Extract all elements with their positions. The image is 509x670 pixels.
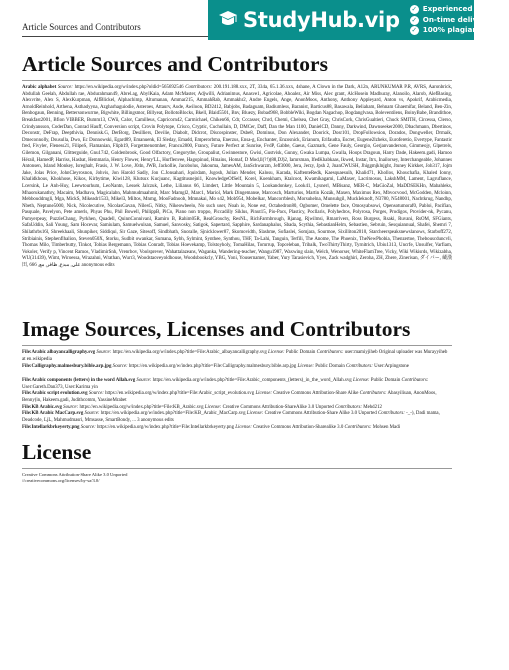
image-entry <box>22 391 452 404</box>
feature-label: 100% plagiarism free <box>422 25 509 35</box>
source-label: Source: <box>57 85 73 90</box>
source-label: Source: <box>112 364 128 369</box>
image-file-name: File:Arabic albayancalligraphy.svg <box>22 350 96 355</box>
image-contributors: user:mamiyjiheb Original uploader was Murayyiheb at en.wikipedia <box>22 350 448 362</box>
check-icon: ✓ <box>411 5 417 13</box>
image-source-url[interactable]: https://en.wikipedia.org/w/index.php?title=File:Arabic_script_evolution.svg <box>105 391 255 396</box>
feature-label: On-time delivery <box>422 14 491 24</box>
contributors-label: Contributors: <box>401 378 429 383</box>
image-contributors: Mehd212 <box>363 405 382 410</box>
image-source-url[interactable]: https://en.wikipedia.org/w/index.php?title=File:Arabic_albayancalligraphy.svg <box>112 350 267 355</box>
image-source-url[interactable]: https://en.wikipedia.org/w/index.php?title=File:Intellarkbrkeyerty.png <box>96 425 235 430</box>
article-name: Arabic alphabet <box>22 85 57 90</box>
image-file-name: File:Arabic components (letters) in the word Allah.svg <box>22 378 136 383</box>
image-file-name: File:KB Arabic MacCarp.svg <box>22 411 84 416</box>
article-source-url[interactable]: https://en.wikipedia.org/w/index.php?oldid=565692546 <box>74 85 184 90</box>
running-head: Article Sources and Contributors <box>22 22 141 32</box>
image-source-url[interactable]: https://en.wikipedia.org/w/index.php?title=File:Calligraphy.malmesbury.bible.arp.jpg <box>128 364 297 369</box>
image-contributors: User:Arpingstone <box>374 364 409 369</box>
image-entry <box>22 425 452 432</box>
license-line: Creative Commons Attribution-Share Alike 3.0 Unported <box>22 472 128 477</box>
article-sources-heading: Article Sources and Contributors <box>22 52 328 76</box>
source-label: Source: <box>96 350 112 355</box>
image-license: Creative Commons Attribution-ShareAlike 3.0 Unported <box>222 405 334 410</box>
license-label: License: <box>268 350 285 355</box>
graduation-book-icon <box>218 9 238 31</box>
feature-item <box>410 15 509 26</box>
logo-text: StudyHub.vip <box>243 8 400 32</box>
license-label: License: <box>204 405 222 410</box>
contributors-label: Contributors: <box>378 411 405 416</box>
image-sources-heading: Image Sources, Licenses and Contributors <box>22 317 411 341</box>
heading-rule <box>22 345 452 346</box>
source-label: Source: <box>136 378 152 383</box>
heading-rule <box>22 468 452 469</box>
license-label: License: <box>235 425 252 430</box>
license-label: License: <box>246 411 264 416</box>
image-license: Creative Commons Attribution-Share Alike 3.0 Unported <box>264 411 377 416</box>
image-license: Public Domain <box>315 364 345 369</box>
image-contributors: -_-), Dadi mama, Deadcode, LjL, Mahmudmasri, Mmsasse, SmartBondy, ... 3 anonymous edits <box>22 411 440 423</box>
source-label: Source: <box>63 405 79 410</box>
license-link[interactable]: //creativecommons.org/licenses/by-sa/3.0/ <box>22 477 100 483</box>
image-file-name: File:Intellarkbrkeyerty.png <box>22 425 80 430</box>
feature-list <box>410 4 509 36</box>
contributors-label: Contributors: <box>335 405 362 410</box>
source-label: Source: <box>80 425 96 430</box>
image-entry <box>22 378 452 391</box>
contributors-label: Contributors: <box>344 425 372 430</box>
image-contributors: Abasyiliuan, AnonMoos, Benny(in, Hakeem.gadi, Judithcomm, YassineMrabet <box>22 391 437 403</box>
image-source-url[interactable]: https://en.wikipedia.org/w/index.php?title=File:Arabic_components_(letters)_in_the_word_Allah.svg <box>152 378 352 383</box>
image-license: Creative Commons Attribution-Share Alike <box>273 391 359 396</box>
heading-rule <box>22 80 452 81</box>
studyhub-logo[interactable] <box>208 8 400 32</box>
image-source-url[interactable]: https://en.wikipedia.org/w/index.php?title=File:KB_Arabic_MacCarp.svg <box>100 411 246 416</box>
image-source-url[interactable]: https://en.wikipedia.org/w/index.php?title=File:KB_Arabic.svg <box>79 405 204 410</box>
source-label: Source: <box>84 411 100 416</box>
image-file-name: File:KB Arabic.svg <box>22 405 62 410</box>
image-license: Public Domain <box>370 378 401 383</box>
feature-item <box>410 25 509 36</box>
image-file-name: File:Calligraphy.malmesbury.bible.arp.jpg <box>22 364 112 369</box>
image-license: Public Domain <box>285 350 316 355</box>
check-icon: ✓ <box>411 15 417 24</box>
image-entry <box>22 364 452 371</box>
feature-item <box>410 4 509 15</box>
studyhub-banner[interactable] <box>208 0 509 40</box>
source-label: Source: <box>88 391 104 396</box>
image-file-name: File:Arabic script evolution.svg <box>22 391 88 396</box>
license-label: License: <box>297 364 315 369</box>
license-heading: License <box>22 440 92 464</box>
license-label: License: <box>255 391 273 396</box>
image-entry <box>22 411 452 424</box>
contributors-label: Contributors: <box>359 391 387 396</box>
article-sources-paragraph <box>22 85 452 311</box>
license-text <box>22 472 452 483</box>
contributors-label: Contributors: <box>316 350 344 355</box>
check-icon: ✓ <box>411 26 417 34</box>
image-contributors: User:Gareth.Dan373, User:Karima yin <box>22 384 98 390</box>
image-contributors: Mohsen Madi <box>372 425 400 430</box>
image-entry <box>22 350 452 363</box>
contributors-label: Contributors: <box>185 85 213 90</box>
image-license: Creative Commons Attribution-Sharealike 3.0 <box>253 425 344 430</box>
article-contributors: 200.191.188.xxx, 2T, 334a, 65.1.36.xxx, 4shane, A Clown in the Dark, A12n, ARUNKUMAR P.R, AVRS, Aaronbrick, Abdullah Geelah, Abdullah rae, Abdurahman49, Abrel.ag, AbylKaia, Adam McMaster, Adjwilli, Adrianimus, Anasve1, Agricolae, Ahoalez, Air Miss, Alec grant, AlcHosein Madhuray, Alanoilo, Alarob, AlefBasing, Alexvrite, Alex S, AlexKurpman, AlfBlickel, Alphachimp, Altumanan, Ammar215, AmmahRab, Ammakhr2, Andre Engels, Ange, AnonMoos, Anthony, Anthony Appleyard, Anton vs, Apokrif, Arabicmedia, ArnoldReinhold, Arthena, Asthadyyna, Azgharhaguiodie, Asteroes, Attaurv, Aude, Awiloon, BD2412, Babjobs, Badaguam, Badiumless, Baranist, Barticus88, Basawala, Beliaham, Behnam Ghaemifar, Beland, Ben-Zin, Benbogaun, Benning, Bettersonwurrne, Bigwhite, Billingsmor, Billyeat, BollotoBlocks, Bkell, Blaid5501, Bnv, Bluezy, Bobad968, BobbleWiki, Bogdan Nagachop, Bogdanglvasa, Boleventilens, BoinyBabe, Brandithoe, Breakfast2001, Bfion VIBBER, Bumm13, CWii, Calor, Camilleus, Capricorn42, Carmichael, Chiken66, Cdr, Cccasser, Chrd, Chemi, Chelsea, Chet Gray, ChrisCork, ChrisGualtieri, Chuck SMITH, Circessa, Clerso, Crindyansson, CoderDan, Conrad Hauff, Conversion script, Crovin Polytope, Crisco, Cryptic, Cuchullain, D, DMCer, Daff, Dan the Man 1100, DanielCD, Danny, Darkwind, Dawnseeker2000, Dbachmann, Dbertinos, Deconstr, DeFrap, Deepthivia, Dennisk.G, DerBorg, Desilliers, Devilie, Diabolt, Didcrot, Discospinster, Dsbe8, Dominus, Don Alexander, Doorick, Dosr101, DropFollowsion, Dorados, Dongweller, Drmaik, Dmeconnolly, Dsusulla, Dwo, Ec Donnowski, Egard89, Emanuenk, El Sleday, Emadd, Emperorbma, Enerzus, Ensa-g, Enchanter, Enzosnick, Erianum, Erifaudta, Escret, Eugene2lzheks, Euroferetio, Evertype, Fantastic fred, Fivyler, Fleness21, FilipeS, Flamanian, Flipb19, Forgetmenotmher, Franco2800, Francy, Future Perfect at Sunrise, FvdP, Gabbe, Gaeus, Gazmark, Gene Fauly, Georgio, Gerjanvanderson, Gimmeojy, Glpetrels, Gilemon, Gilganani, Glitterguide, Gnu1742, Goldenbrook, Good Olfactory, Gregorythe, Groupaliut, Gwinnestore, Gwisi, Gustvisk, Gunny, Gwaka Lumpa, Gwalla, Hoops Dragoun, Harry Dade, Hakeem.gadi, Hamoo Hérail, HamedP, Harriss, Hasbat, Hemmaria, Henry Flower, Henry'LL, Hurflenvee, Hagopinud, Hmains, Homaf, D Mod,ll(?!)(88,DJ)2, Iamrsman, IfedKhabkaas, Ikwed, Instar, Itrx, Inailorsey, Interchangeable, Johannes Antonsen, Island Monkey, Isreghalt, Frasis, J. W. Love, J04n, JWB, Jackollie, Jacobolus, Jakouma, JamesAM, JanSchwarzm, Jeff3000, Jera, Jerzy, Jpsh 2, JnanCWUSH, Jhiggmjklnjght, Jtuney Kirkket, Joh317, Jojm Jake, Jolas Price, JohnCleyrosnon, Johvis, Jon Harold Sadly, Jon C.Jonsahari, Jquirdam, Jsgosh, Julian Mender, Kalosu, Karada, KaftenteRedk, Kaesquaesuih, Khalid71, Khollos, Khouchafia, Khaled Ionny, Khalidkhous, Khokhose, Kikos, Kirbytime, Kiwi128, Klutsux Kucjuanc, Kagtitusnejni1, KnowledgeOfSelf, Korel, Koenkham, Ktalcoot, Kwamikagami, LaMaxer, Lacrimosus, LakshMM, Lament, Lagruflance, Lcersink, Le Anh-Huy, Leewtourhum, LeoNantn, Lessek Jalczuk, Lethe, Lilianus 66, Limdert, Little Mountain 5, Lookandonkey, Look41, Lysnerl, MBisanz, MER-C, MaGioZal, MaDDSEKHn, Mabahleks, Mhaorukanathry, Macaim, Madhava, Magicalabn, Mahmudmaahmit, Marc Mamgl2, Marc1, Mariol, Mark Dingemanse, Marcosch, Marturios, Martin Kozák, Maxen, Maximus Rex, Mbvocvood, McGodden, Mcloinn, Mebbouddmgli, Mga, MickS, Mikeadr1533, Mikel3, Miltos, Mnmg, MooFadnoob, Mmnakai, Mo s42, Mob954, Mobelkar, Mancorrblesh, Morsuhelna, Munsuhgil, MuckIeknoft, N3780, N548001, Nachtkrug, Nandhp, Nbeth, Neptune5000, Nick, Nicolecutive, NicolasGavan, NilesG, Nitky, Nikeowbeelo, No such user, Noah io, None est, Octahedron80, Ogbomer, Omelette face, Omosyabsowi, Opensotumoraf0, Pabloi, Pacifian, Pasquale, Pavelyon, Pete amerls, Phyas Phu, Phil Bowell, PhilippB, PiCo, Piano non troppo, Piccadilly Siklus, Pinut15, Pio-Pacs, Plasticy, Pocllaris, Polyhedros, Polyrosa, Porges, Prodigos, Provider-nk, Pycanu, Pumyerpeay, PuzzleChang, Pyrkhen, Quadell, QuinnConnivanl, Ramiro B, Rahim05R, RealGrouchy, ResNL, RichFarmbrough, Rjanag, Rjwilmsi, Rmarrivers, Ross Burgess, Rsaki, Ruvani, RsOM, SFGiants, SafaUddin, Sali Young, Sam Hocevar, Samiulam, Samuelwulsan, Samuel, Sanvosky, Satigok, Sapertard, Sapphire, Sardanaphalus, Sbada, Scythia, SebastianHelm, Sebastien, Sebruin, Sesquiannual, Shafei, Shemri 7, Shilathrbs16l, Shreekhaali, Shunpiker, Siddiqui, Sir Gaze, Sitesoff, Sindbhath, Snoralle, Sjnicklower87, Skomovidth, Slashme, Sofiaslei, Somjara, Sourmoe, Sixilliton2010, Starcheerspeaksnewslanows, Starboff272, Stribiainis, Stephenflhalion, Steven050X, Storku, Sudbit owankar, Sumana, Sybh, Sylmint, Synthee, Synthou, THF, Ta-Lahi, Tanguin, Terfili, The Anome, The Phoenix, TheNewPhobia, Thenzertoe, Thebouscduncvli, Thomas Milo, Timberbutty, Tinkot, Tobias Bergemann, Tobias Conradt, Tobias Hoevekamp, Tolstoyholy, TomaHilas, Tomrrup, Topceleban, Tribalk, TwoThirtyThirty, Tyrnitrich, Ubiu1313, Uncrfe, Unsulfer, Varfiam, Vokoler, Verify p, Vincent Ramos, VladimirSnh, Vrenrbov, Voolsprever, Wahattalazeans, Waganka, Wandering-teacher, Wangu1987, Waxwing slain, Welch, Wenorser, WhiteFlamTree, Vicky, Wiki Wikisrds, Wikizabha, WU(31439), Wimt, Wiroessa, Wrazahni, Wrathan, Wurr3, Woodstaoveyoldhouse, Woodsbookcly, YBG, Yoni, Yousernamer, Yaber, Yury Tarasievich, Yyes, Zack wadghiri, Zeroha, ZH, Zhere, Zinerisan, ダイバー, 蔵漢田, علي, مبدع, ظافر, مع, 666 anonymous edits <box>22 85 452 269</box>
feature-label: Experienced writers <box>422 4 504 14</box>
license-label: License: <box>352 378 370 383</box>
contributors-label: Contributors: <box>346 364 373 369</box>
